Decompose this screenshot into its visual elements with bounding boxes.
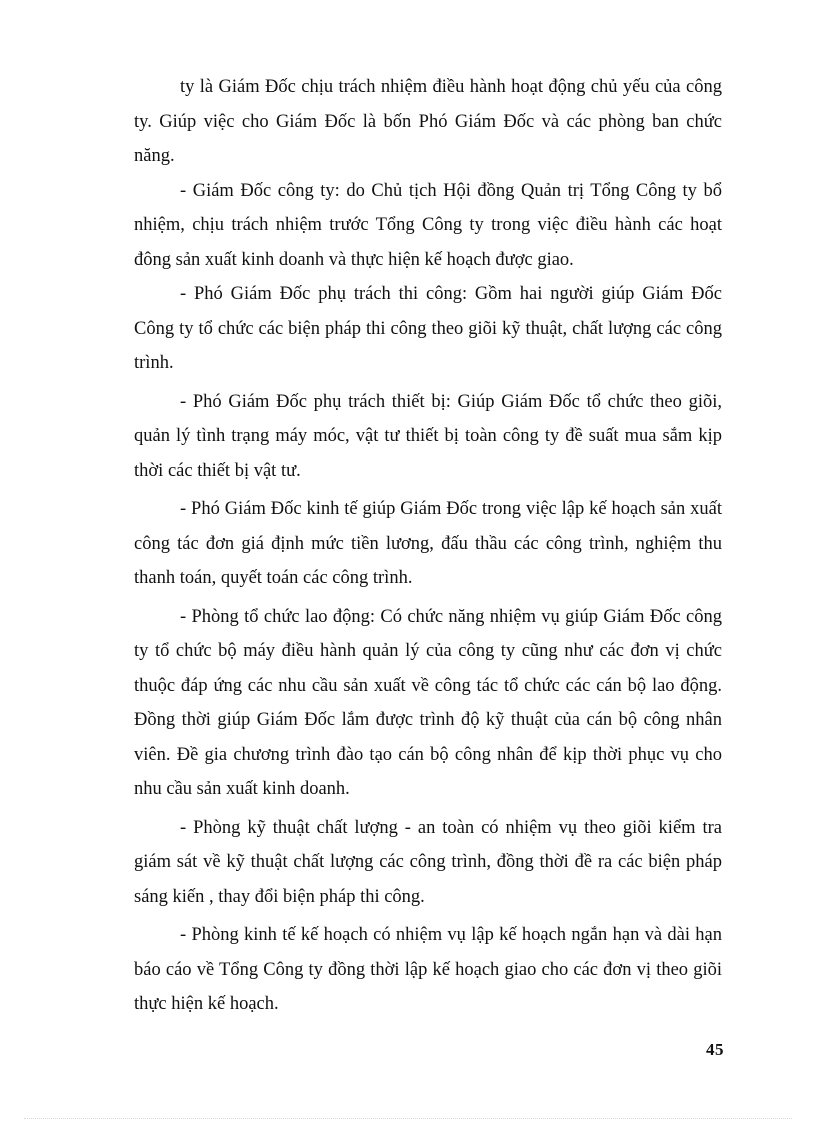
page-bottom-divider (24, 1118, 792, 1119)
document-body (134, 70, 722, 1022)
paragraph-planning-department: - Phòng kinh tế kế hoạch có nhiệm vụ lập kế hoạch ngắn hạn và dài hạn báo cáo về Tổng Công ty đồng thời lập kế hoạch giao cho các đơn vị theo giõi thực hiện kế hoạch. (134, 925, 722, 1014)
paragraph-deputy-equipment: - Phó Giám Đốc phụ trách thiết bị: Giúp Giám Đốc tổ chức theo giõi, quản lý tình trạng máy móc, vật tư thiết bị toàn công ty đề suất mua sắm kịp thời các thiết bị vật tư. (134, 391, 722, 481)
page-number: 45 (706, 1040, 724, 1059)
paragraph-technical-department: - Phòng kỹ thuật chất lượng - an toàn có nhiệm vụ theo giõi kiểm tra giám sát về kỹ thuật chất lượng các công trình, đồng thời đề ra các biện pháp sáng kiến , thay đổi biện pháp thi công. (134, 817, 722, 907)
paragraph-director: - Giám Đốc công ty: do Chủ tịch Hội đồng Quản trị Tổng Công ty bổ nhiệm, chịu trách nhiệm trước Tổng Công ty trong việc điều hành các hoạt đông sản xuất kinh doanh và thực hiện kế hoạch được giao. (134, 180, 722, 270)
paragraph-deputy-construction: - Phó Giám Đốc phụ trách thi công: Gồm hai người giúp Giám Đốc Công ty tổ chức các biện pháp thi công theo giõi kỹ thuật, chất lượng các công trình. (134, 284, 722, 373)
paragraph-hr-department: - Phòng tổ chức lao động: Có chức năng nhiệm vụ giúp Giám Đốc công ty tổ chức bộ máy điều hành quản lý của công ty cũng như các đơn vị chức thuộc đáp ứng các nhu cầu sản xuất về công tác tổ chức các cán bộ lao động. Đồng thời giúp Giám Đốc lắm được trình độ kỹ thuật của cán bộ công nhân viên. Đề gia chương trình đào tạo cán bộ công nhân để kịp thời phục vụ cho nhu cầu sản xuất kinh doanh. (134, 606, 722, 799)
paragraph-deputy-economics: - Phó Giám Đốc kinh tế giúp Giám Đốc trong việc lập kế hoạch sản xuất công tác đơn giá định mức tiền lương, đấu thầu các công trình, nghiệm thu thanh toán, quyết toán các công trình. (134, 499, 722, 588)
paragraph-intro: ty là Giám Đốc chịu trách nhiệm điều hành hoạt động chủ yếu của công ty. Giúp việc cho Giám Đốc là bốn Phó Giám Đốc và các phòng ban chức năng. (134, 77, 722, 166)
